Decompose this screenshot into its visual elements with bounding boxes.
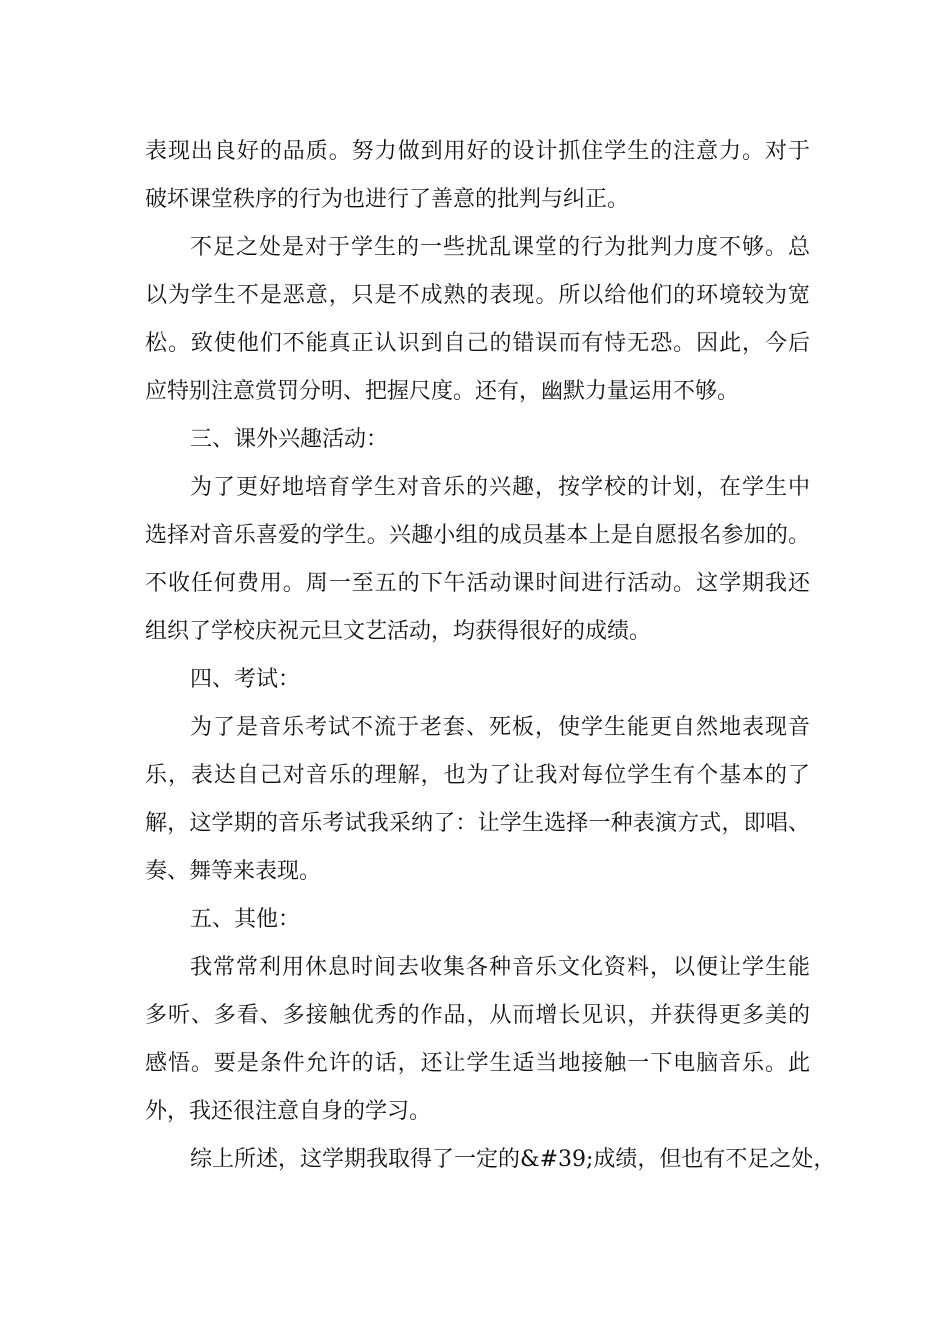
paragraph-line: 表现出良好的品质。努力做到用好的设计抓住学生的注意力。对于 — [145, 139, 810, 164]
section-heading: 三、课外兴趣活动： — [190, 427, 389, 452]
paragraph-line: 不收任何费用。周一至五的下午活动课时间进行活动。这学期我还 — [145, 571, 810, 596]
paragraph-line: 应特别注意赏罚分明、把握尺度。还有，幽默力量运用不够。 — [145, 379, 740, 404]
paragraph-line: 组织了学校庆祝元旦文艺活动，均获得很好的成绩。 — [145, 619, 652, 644]
paragraph-line: 感悟。要是条件允许的话，还让学生适当地接触一下电脑音乐。此 — [145, 1051, 810, 1076]
paragraph-first-line: 为了是音乐考试不流于老套、死板，使学生能更自然地表现音 — [190, 715, 810, 740]
paragraph-line: 解，这学期的音乐考试我采纳了：让学生选择一种表演方式，即唱、 — [145, 811, 810, 836]
paragraph-line: 乐，表达自己对音乐的理解，也为了让我对每位学生有个基本的了 — [145, 763, 810, 788]
document-body — [145, 128, 836, 1184]
paragraph-line: 奏、舞等来表现。 — [145, 859, 322, 884]
paragraph-line: 破坏课堂秩序的行为也进行了善意的批判与纠正。 — [145, 187, 630, 212]
section-heading: 五、其他： — [190, 907, 301, 932]
paragraph-line: 松。致使他们不能真正认识到自己的错误而有恃无恐。因此，今后 — [145, 331, 810, 356]
paragraph-line: 以为学生不是恶意，只是不成熟的表现。所以给他们的环境较为宽 — [145, 283, 810, 308]
paragraph-first-line: 综上所述，这学期我取得了一定的&#39;成绩，但也有不足之处， — [190, 1147, 836, 1172]
paragraph-first-line: 不足之处是对于学生的一些扰乱课堂的行为批判力度不够。总 — [190, 235, 810, 260]
paragraph-first-line: 为了更好地培育学生对音乐的兴趣，按学校的计划，在学生中 — [190, 475, 810, 500]
section-heading: 四、考试： — [190, 667, 301, 692]
paragraph-line: 外，我还很注意自身的学习。 — [145, 1099, 432, 1124]
paragraph-line: 多听、多看、多接触优秀的作品，从而增长见识，并获得更多美的 — [145, 1003, 810, 1028]
paragraph-first-line: 我常常利用休息时间去收集各种音乐文化资料，以便让学生能 — [190, 955, 810, 980]
paragraph-line: 选择对音乐喜爱的学生。兴趣小组的成员基本上是自愿报名参加的。 — [145, 523, 810, 548]
